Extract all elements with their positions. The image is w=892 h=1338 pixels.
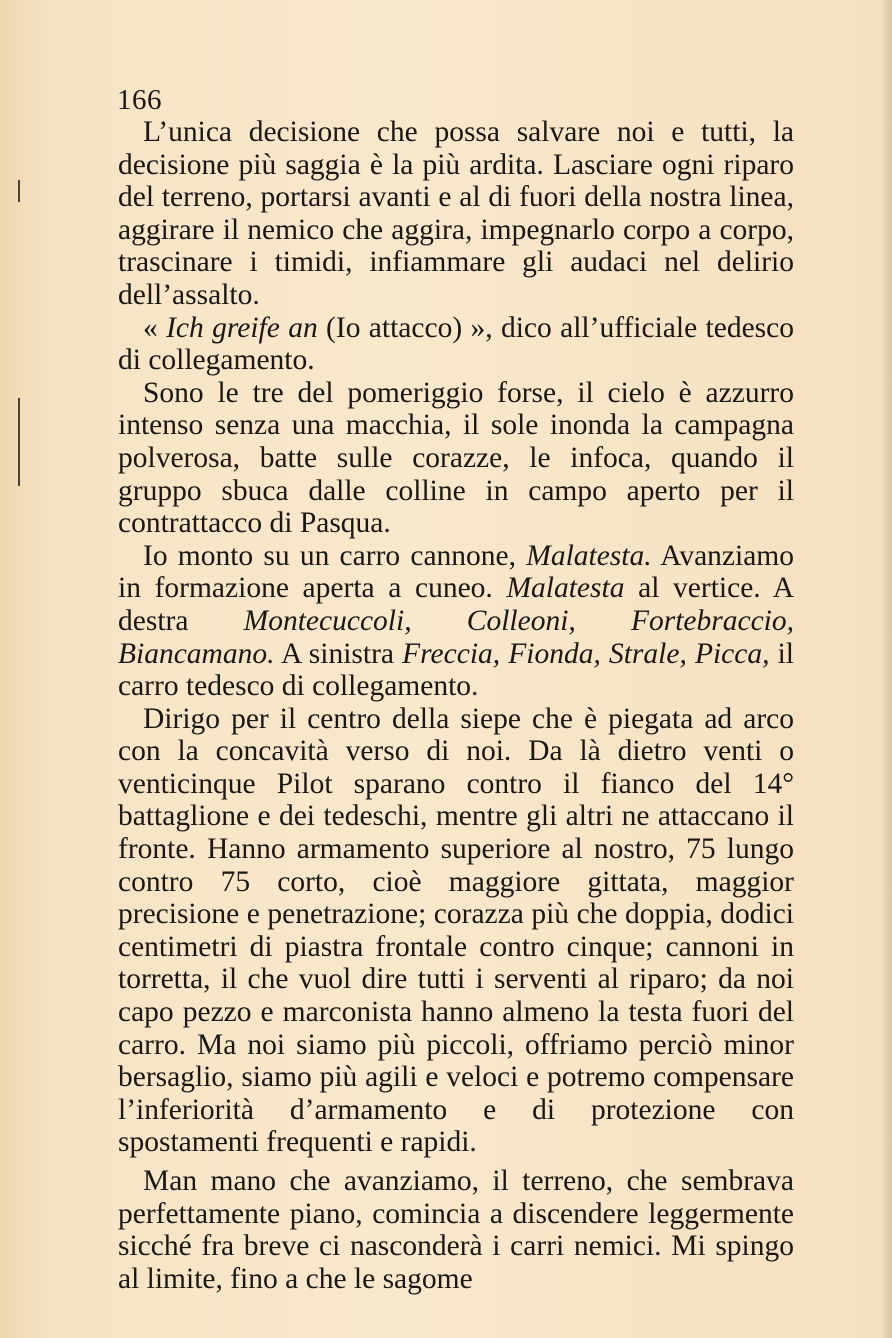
paragraph: L’unica decisione che possa salvare noi e tutti, la decisione più saggia è la più ardita. Lasciare ogni riparo del terreno, portarsi avanti e al di fuori della nostra linea, aggirare il nemico che aggira, impegnarlo corpo a corpo, trascinare i timidi, infiammare gli audaci nel delirio dell’assalto. [118,116,794,311]
text-segment: A sinistra [274,637,403,670]
page-number: 166 [117,84,162,116]
text-segment: Io monto su un carro cannone, [143,539,527,572]
text-segment: Avanziamo in formazione aperta a cuneo. [118,539,795,605]
scan-edge-mark [18,180,20,202]
scan-edge-mark [18,398,20,486]
paragraph: Dirigo per il centro della siepe che è piegata ad arco con la concavità verso di noi. Da là dietro venti o venticinque Pilot sparano contro il fianco del 14° battaglione e dei tedeschi, mentre gli altri ne attaccano il fronte. Hanno armamento superiore al nostro, 75 lungo contro 75 corto, cioè maggiore gittata, maggior precisione e penetrazione; corazza più che doppia, dodici centimetri di piastra frontale contro cinque; cannoni in torretta, il che vuol dire tutti i serventi al riparo; da noi capo pezzo e marconista hanno almeno la testa fuori del carro. Ma noi siamo più piccoli, offriamo perciò minor bersaglio, siamo più agili e veloci e potremo compensare l’inferiorità d’armamento e di protezione con spostamenti frequenti e rapidi. [118,702,794,1159]
quote-open: « [143,311,167,344]
tank-names: Freccia, Fionda, Strale, Picca, [402,637,770,670]
body-text [118,116,794,1295]
paragraph: Sono le tre del pomeriggio forse, il cielo è azzurro intenso senza una macchia, il sole inonda la campagna polverosa, batte sulle corazze, le infoca, quando il gruppo sbuca dalle colline in campo aperto per il contrattacco di Pasqua. [118,376,794,540]
paragraph: Man mano che avanziamo, il terreno, che sembrava perfettamente piano, comincia a discendere leggermente sicché fra breve ci nasconderà i carri nemici. Mi spingo al limite, fino a che le sagome [118,1165,794,1295]
italic-phrase: Ich greife an [166,311,318,344]
paragraph-text: (Io attacco) », dico all’ufficiale tedesco di collegamento. [118,311,794,377]
paragraph [118,312,794,377]
text-segment: al vertice. A destra [118,572,794,637]
tank-names: Montecuccoli, Colleoni, Fortebraccio, Biancamano. [118,604,795,670]
paragraph [118,540,794,703]
tank-name: Malatesta [506,572,625,605]
text-segment: il carro tedesco di collegamento. [118,637,794,703]
tank-name: Malatesta. [526,539,652,572]
